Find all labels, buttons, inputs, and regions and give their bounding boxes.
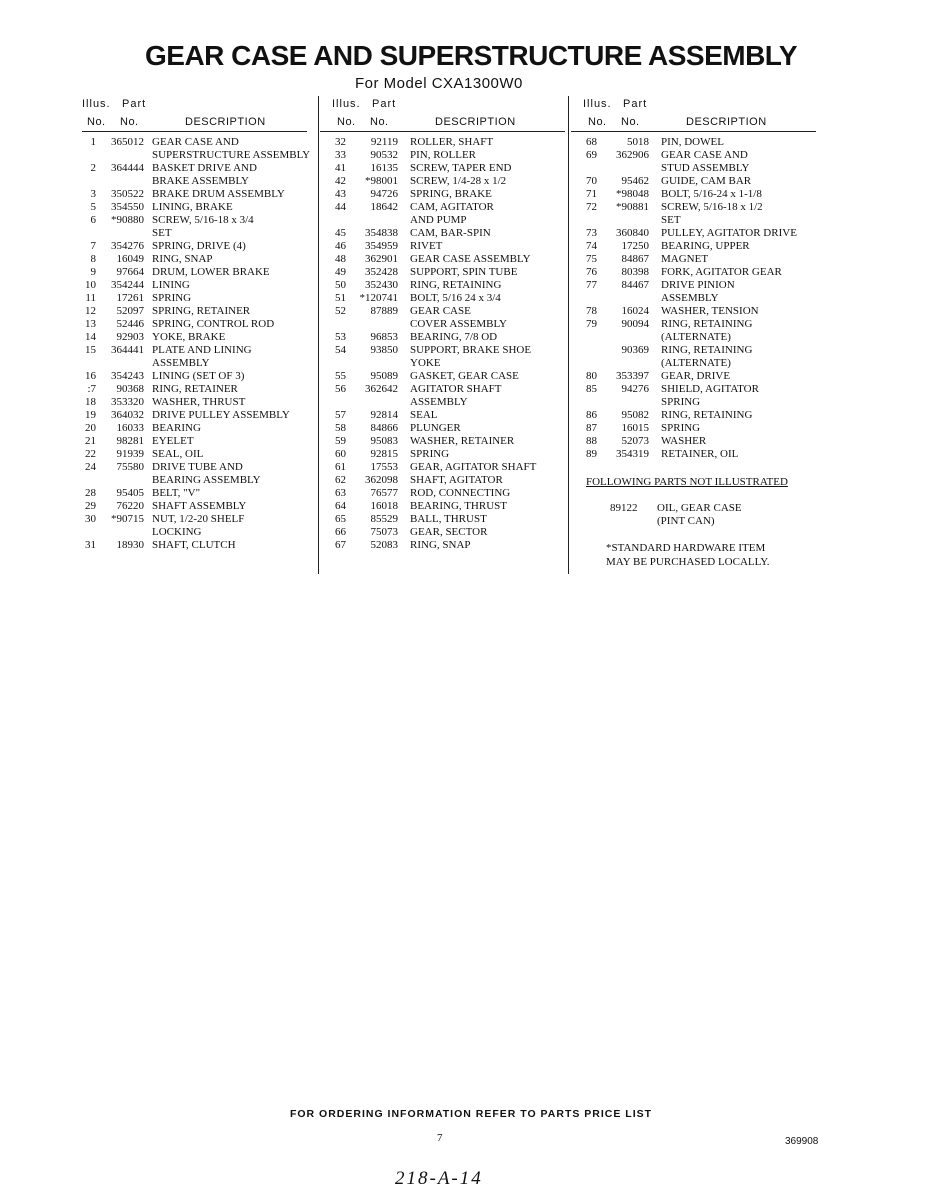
illus-number: 69 — [586, 149, 597, 161]
part-number: 16033 — [116, 422, 144, 434]
illus-number: 21 — [85, 435, 96, 447]
part-number: 16024 — [621, 305, 649, 317]
illus-number: 74 — [586, 240, 597, 252]
part-description: GEAR, AGITATOR SHAFT — [410, 461, 537, 473]
part-description: BRAKE DRUM ASSEMBLY — [152, 188, 285, 200]
illus-number: 87 — [586, 422, 597, 434]
part-number: 85529 — [370, 513, 398, 525]
part-description: LINING — [152, 279, 190, 291]
part-description: CAM, BAR-SPIN — [410, 227, 491, 239]
illus-number: 6 — [90, 214, 96, 226]
part-number: 84467 — [621, 279, 649, 291]
part-number: 353320 — [111, 396, 144, 408]
part-number: 362901 — [365, 253, 398, 265]
header-illus: Illus. — [583, 98, 612, 110]
part-number: 87889 — [370, 305, 398, 317]
illus-number: 65 — [335, 513, 346, 525]
header-part-no: No. — [120, 116, 139, 128]
illus-number: 88 — [586, 435, 597, 447]
part-number: 354838 — [365, 227, 398, 239]
part-number: 16049 — [116, 253, 144, 265]
part-description: GEAR CASE ASSEMBLY — [410, 253, 531, 265]
illus-number: 67 — [335, 539, 346, 551]
part-description: BASKET DRIVE AND — [152, 162, 257, 174]
part-description: PLATE AND LINING — [152, 344, 252, 356]
part-number: *90880 — [111, 214, 144, 226]
part-number: 354244 — [111, 279, 144, 291]
part-description: NUT, 1/2-20 SHELF — [152, 513, 245, 525]
part-description: ASSEMBLY — [410, 396, 468, 408]
illus-number: 89 — [586, 448, 597, 460]
handwritten-note: 218-A-14 — [395, 1168, 483, 1189]
part-number: *90881 — [616, 201, 649, 213]
part-description: LINING, BRAKE — [152, 201, 233, 213]
part-description: DRUM, LOWER BRAKE — [152, 266, 270, 278]
part-number: 354959 — [365, 240, 398, 252]
part-number: 362906 — [616, 149, 649, 161]
part-description: ROLLER, SHAFT — [410, 136, 494, 148]
part-number: 52083 — [370, 539, 398, 551]
header-part-no: No. — [621, 116, 640, 128]
part-description: SPRING — [152, 292, 192, 304]
illus-number: 57 — [335, 409, 346, 421]
illus-number: 20 — [85, 422, 96, 434]
part-description: BEARING ASSEMBLY — [152, 474, 261, 486]
illus-number: 80 — [586, 370, 597, 382]
illus-number: 63 — [335, 487, 346, 499]
part-description: BOLT, 5/16 24 x 3/4 — [410, 292, 501, 304]
illus-number: 29 — [85, 500, 96, 512]
illus-number: 76 — [586, 266, 597, 278]
part-number: 353397 — [616, 370, 649, 382]
illus-number: 12 — [85, 305, 96, 317]
part-description: RING, RETAINING — [661, 318, 753, 330]
part-description: PIN, ROLLER — [410, 149, 476, 161]
standard-hardware-note: *STANDARD HARDWARE ITEM — [606, 542, 766, 554]
part-description: DRIVE PINION — [661, 279, 735, 291]
part-description: SHAFT, CLUTCH — [152, 539, 236, 551]
ordering-info-footer: FOR ORDERING INFORMATION REFER TO PARTS PRICE LIST — [289, 1108, 653, 1120]
part-description: SCREW, 5/16-18 x 1/2 — [661, 201, 763, 213]
part-number: 352428 — [365, 266, 398, 278]
illus-number: 64 — [335, 500, 346, 512]
illus-number: 41 — [335, 162, 346, 174]
header-description: DESCRIPTION — [435, 116, 516, 128]
part-description: GUIDE, CAM BAR — [661, 175, 752, 187]
model-subtitle: For Model CXA1300W0 — [355, 75, 523, 92]
part-description: ASSEMBLY — [661, 292, 719, 304]
illus-number: 73 — [586, 227, 597, 239]
part-number: 75073 — [370, 526, 398, 538]
illus-number: 33 — [335, 149, 346, 161]
part-number: 93850 — [370, 344, 398, 356]
part-number: 76220 — [116, 500, 144, 512]
illus-number: :7 — [87, 383, 96, 395]
column-divider — [318, 96, 319, 574]
illus-number: 66 — [335, 526, 346, 538]
header-part: Part — [623, 98, 648, 110]
illus-number: 24 — [85, 461, 96, 473]
illus-number: 42 — [335, 175, 346, 187]
part-number: 95082 — [621, 409, 649, 421]
illus-number: 58 — [335, 422, 346, 434]
part-number: 92815 — [370, 448, 398, 460]
header-rule — [571, 131, 816, 132]
part-number: 364032 — [111, 409, 144, 421]
part-description: LINING (SET OF 3) — [152, 370, 245, 382]
part-description: SHAFT, AGITATOR — [410, 474, 503, 486]
part-number: 95083 — [370, 435, 398, 447]
part-description: BALL, THRUST — [410, 513, 487, 525]
page-number: 7 — [437, 1132, 443, 1144]
part-number: 354319 — [616, 448, 649, 460]
part-description: WASHER — [661, 435, 707, 447]
part-description: SUPPORT, BRAKE SHOE — [410, 344, 532, 356]
part-number: 362098 — [365, 474, 398, 486]
part-description: ASSEMBLY — [152, 357, 210, 369]
part-description: BOLT, 5/16-24 x 1-1/8 — [661, 188, 762, 200]
part-description: (ALTERNATE) — [661, 331, 731, 343]
part-description: SPRING — [661, 396, 701, 408]
part-number: 92814 — [370, 409, 398, 421]
part-description: SUPPORT, SPIN TUBE — [410, 266, 518, 278]
illus-number: 28 — [85, 487, 96, 499]
part-number: 98281 — [116, 435, 144, 447]
header-illus: Illus. — [332, 98, 361, 110]
illus-number: 71 — [586, 188, 597, 200]
header-illus-no: No. — [87, 116, 106, 128]
not-illustrated-desc: OIL, GEAR CASE — [657, 502, 742, 514]
illus-number: 53 — [335, 331, 346, 343]
part-description: ROD, CONNECTING — [410, 487, 511, 499]
illus-number: 50 — [335, 279, 346, 291]
illus-number: 5 — [90, 201, 96, 213]
part-number: 84866 — [370, 422, 398, 434]
part-description: BEARING, THRUST — [410, 500, 507, 512]
part-number: *120741 — [359, 292, 398, 304]
part-description: (ALTERNATE) — [661, 357, 731, 369]
part-number: 362642 — [365, 383, 398, 395]
illus-number: 49 — [335, 266, 346, 278]
part-description: WASHER, RETAINER — [410, 435, 515, 447]
header-rule — [320, 131, 565, 132]
illus-number: 62 — [335, 474, 346, 486]
part-number: 91939 — [116, 448, 144, 460]
part-description: PIN, DOWEL — [661, 136, 724, 148]
part-number: 94726 — [370, 188, 398, 200]
part-description: GEAR CASE AND — [152, 136, 239, 148]
part-number: 5018 — [627, 136, 649, 148]
part-number: 94276 — [621, 383, 649, 395]
part-number: 365012 — [111, 136, 144, 148]
illus-number: 46 — [335, 240, 346, 252]
part-description: GEAR, SECTOR — [410, 526, 488, 538]
part-number: 17553 — [370, 461, 398, 473]
illus-number: 43 — [335, 188, 346, 200]
part-number: 52073 — [621, 435, 649, 447]
part-number: 17250 — [621, 240, 649, 252]
illus-number: 70 — [586, 175, 597, 187]
illus-number: 22 — [85, 448, 96, 460]
part-number: 52446 — [116, 318, 144, 330]
not-illustrated-desc-2: (PINT CAN) — [657, 515, 715, 527]
illus-number: 79 — [586, 318, 597, 330]
page-title: GEAR CASE AND SUPERSTRUCTURE ASSEMBLY — [144, 40, 798, 71]
part-number: 354276 — [111, 240, 144, 252]
header-description: DESCRIPTION — [185, 116, 266, 128]
illus-number: 75 — [586, 253, 597, 265]
illus-number: 14 — [85, 331, 96, 343]
part-number: 354243 — [111, 370, 144, 382]
illus-number: 7 — [90, 240, 96, 252]
header-rule — [82, 131, 307, 132]
part-description: WASHER, TENSION — [661, 305, 759, 317]
illus-number: 60 — [335, 448, 346, 460]
illus-number: 56 — [335, 383, 346, 395]
illus-number: 2 — [90, 162, 96, 174]
part-description: CAM, AGITATOR — [410, 201, 494, 213]
part-number: 364444 — [111, 162, 144, 174]
part-description: SPRING, CONTROL ROD — [152, 318, 275, 330]
illus-number: 32 — [335, 136, 346, 148]
part-number: 90094 — [621, 318, 649, 330]
illus-number: 30 — [85, 513, 96, 525]
part-description: RING, SNAP — [152, 253, 213, 265]
part-number: 92903 — [116, 331, 144, 343]
part-description: GEAR CASE AND — [661, 149, 748, 161]
part-number: 90368 — [116, 383, 144, 395]
illus-number: 61 — [335, 461, 346, 473]
part-number: 80398 — [621, 266, 649, 278]
part-description: SHIELD, AGITATOR — [661, 383, 759, 395]
part-number: 52097 — [116, 305, 144, 317]
part-number: 16018 — [370, 500, 398, 512]
part-description: SEAL — [410, 409, 438, 421]
part-description: DRIVE PULLEY ASSEMBLY — [152, 409, 290, 421]
part-description: PLUNGER — [410, 422, 461, 434]
illus-number: 77 — [586, 279, 597, 291]
part-description: RING, SNAP — [410, 539, 471, 551]
part-description: GEAR CASE — [410, 305, 471, 317]
part-number: *90715 — [111, 513, 144, 525]
part-description: RIVET — [410, 240, 443, 252]
part-description: SEAL, OIL — [152, 448, 204, 460]
part-description: RING, RETAINING — [661, 344, 753, 356]
part-description: SUPERSTRUCTURE ASSEMBLY — [152, 149, 311, 161]
illus-number: 51 — [335, 292, 346, 304]
part-description: AGITATOR SHAFT — [410, 383, 502, 395]
part-number: 16135 — [370, 162, 398, 174]
part-number: 84867 — [621, 253, 649, 265]
document-number: 369908 — [785, 1136, 819, 1147]
part-description: SPRING — [661, 422, 701, 434]
illus-number: 72 — [586, 201, 597, 213]
part-description: RETAINER, OIL — [661, 448, 739, 460]
illus-number: 85 — [586, 383, 597, 395]
part-description: SET — [152, 227, 172, 239]
part-number: 95462 — [621, 175, 649, 187]
part-number: 76577 — [370, 487, 398, 499]
part-description: BEARING, UPPER — [661, 240, 750, 252]
part-description: WASHER, THRUST — [152, 396, 246, 408]
part-number: 17261 — [116, 292, 144, 304]
header-part: Part — [122, 98, 147, 110]
part-number: 97664 — [116, 266, 144, 278]
illus-number: 13 — [85, 318, 96, 330]
part-description: RING, RETAINING — [661, 409, 753, 421]
column-divider — [568, 96, 569, 574]
part-description: SCREW, TAPER END — [410, 162, 512, 174]
illus-number: 3 — [90, 188, 96, 200]
illus-number: 31 — [85, 539, 96, 551]
part-description: BELT, "V" — [152, 487, 201, 499]
illus-number: 18 — [85, 396, 96, 408]
part-description: COVER ASSEMBLY — [410, 318, 508, 330]
part-description: BEARING, 7/8 OD — [410, 331, 498, 343]
part-description: SPRING, BRAKE — [410, 188, 492, 200]
part-number: 92119 — [370, 136, 398, 148]
illus-number: 19 — [85, 409, 96, 421]
header-illus: Illus. — [82, 98, 111, 110]
part-description: EYELET — [152, 435, 194, 447]
part-description: SPRING — [410, 448, 450, 460]
part-description: MAGNET — [661, 253, 709, 265]
standard-hardware-note-2: MAY BE PURCHASED LOCALLY. — [606, 556, 770, 568]
not-illustrated-heading: FOLLOWING PARTS NOT ILLUSTRATED — [586, 476, 788, 488]
part-description: BEARING — [152, 422, 201, 434]
part-number: 90369 — [621, 344, 649, 356]
part-description: GEAR, DRIVE — [661, 370, 731, 382]
header-description: DESCRIPTION — [686, 116, 767, 128]
illus-number: 52 — [335, 305, 346, 317]
part-description: PULLEY, AGITATOR DRIVE — [661, 227, 797, 239]
part-description: RING, RETAINER — [152, 383, 238, 395]
header-illus-no: No. — [337, 116, 356, 128]
part-description: SCREW, 1/4-28 x 1/2 — [410, 175, 507, 187]
part-number: 95089 — [370, 370, 398, 382]
illus-number: 44 — [335, 201, 346, 213]
part-number: 75580 — [116, 461, 144, 473]
part-description: YOKE, BRAKE — [152, 331, 226, 343]
part-description: SHAFT ASSEMBLY — [152, 500, 247, 512]
illus-number: 11 — [85, 292, 96, 304]
part-description: BRAKE ASSEMBLY — [152, 175, 250, 187]
header-part-no: No. — [370, 116, 389, 128]
illus-number: 8 — [90, 253, 96, 265]
part-number: 96853 — [370, 331, 398, 343]
part-description: SCREW, 5/16-18 x 3/4 — [152, 214, 254, 226]
part-number: *98001 — [365, 175, 398, 187]
part-number: 18642 — [370, 201, 398, 213]
part-description: SET — [661, 214, 681, 226]
part-description: AND PUMP — [410, 214, 467, 226]
illus-number: 68 — [586, 136, 597, 148]
part-description: GASKET, GEAR CASE — [410, 370, 519, 382]
illus-number: 54 — [335, 344, 346, 356]
illus-number: 16 — [85, 370, 96, 382]
part-number: *98048 — [616, 188, 649, 200]
header-illus-no: No. — [588, 116, 607, 128]
part-description: YOKE — [410, 357, 441, 369]
illus-number: 9 — [90, 266, 96, 278]
part-description: FORK, AGITATOR GEAR — [661, 266, 782, 278]
part-number: 364441 — [111, 344, 144, 356]
part-number: 90532 — [370, 149, 398, 161]
part-description: RING, RETAINING — [410, 279, 502, 291]
not-illustrated-part-no: 89122 — [610, 502, 638, 514]
header-part: Part — [372, 98, 397, 110]
illus-number: 1 — [90, 136, 96, 148]
part-number: 360840 — [616, 227, 649, 239]
illus-number: 86 — [586, 409, 597, 421]
part-number: 354550 — [111, 201, 144, 213]
illus-number: 55 — [335, 370, 346, 382]
illus-number: 59 — [335, 435, 346, 447]
illus-number: 48 — [335, 253, 346, 265]
part-description: STUD ASSEMBLY — [661, 162, 750, 174]
part-number: 350522 — [111, 188, 144, 200]
part-number: 18930 — [116, 539, 144, 551]
part-description: DRIVE TUBE AND — [152, 461, 243, 473]
illus-number: 45 — [335, 227, 346, 239]
part-number: 16015 — [621, 422, 649, 434]
part-description: SPRING, DRIVE (4) — [152, 240, 246, 252]
part-number: 352430 — [365, 279, 398, 291]
illus-number: 15 — [85, 344, 96, 356]
illus-number: 78 — [586, 305, 597, 317]
part-description: SPRING, RETAINER — [152, 305, 251, 317]
part-description: LOCKING — [152, 526, 202, 538]
illus-number: 10 — [85, 279, 96, 291]
part-number: 95405 — [116, 487, 144, 499]
